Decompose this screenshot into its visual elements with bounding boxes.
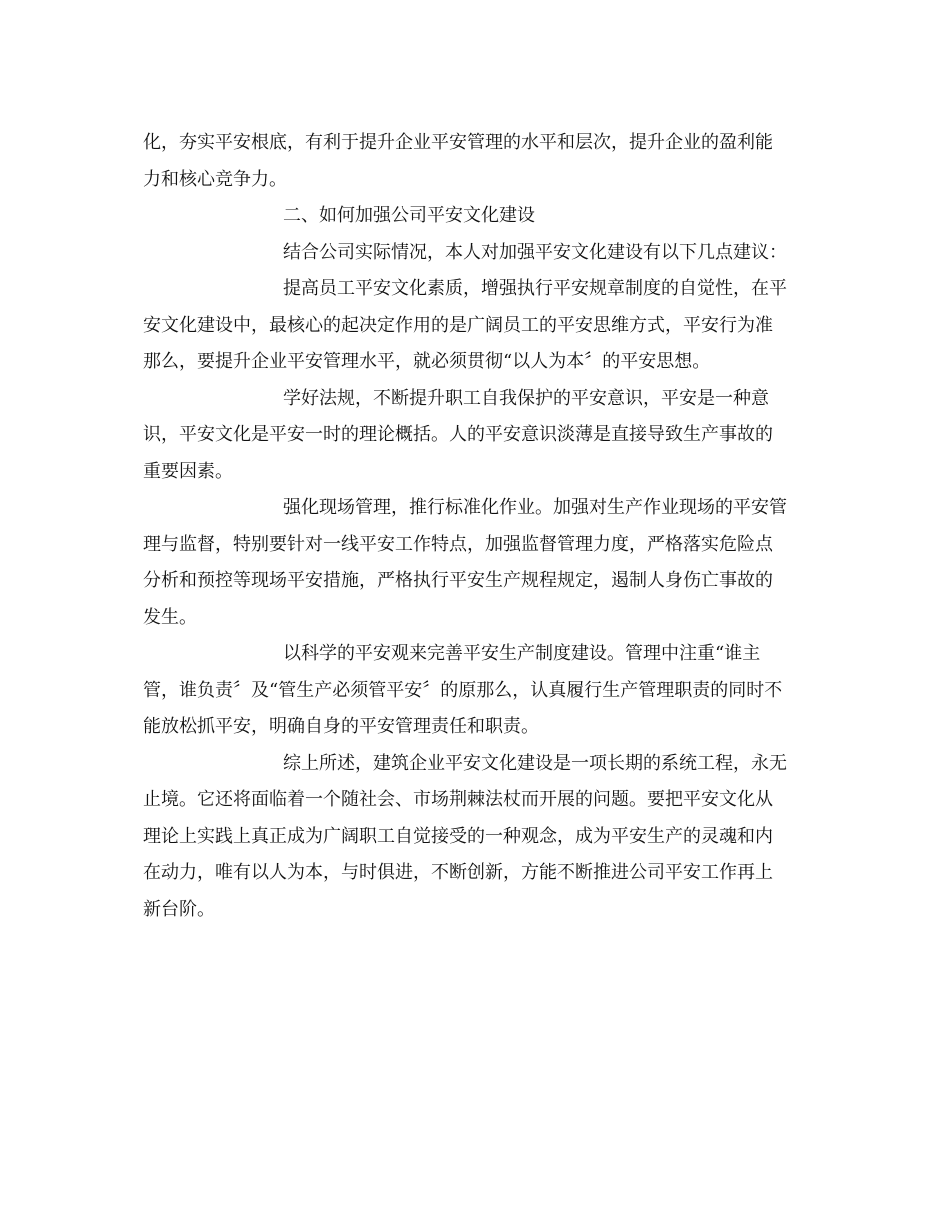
text-line: 强化现场管理，推行标准化作业。加强对生产作业现场的平安管 [283,497,787,518]
text-line: 以科学的平安观来完善平安生产制度建设。管理中注重“谁主 [283,643,761,664]
paragraph-site-management [143,490,807,636]
paragraph-intro [143,235,807,272]
text-line: 重要因素。 [143,460,233,482]
section-heading [143,198,807,235]
text-line: 综上所述，建筑企业平安文化建设是一项长期的系统工程，永无 [283,752,787,774]
text-line: 提高员工平安文化素质，增强执行平安规章制度的自觉性，在平 [283,278,787,299]
text-line: 理论上实践上真正成为广阔职工自觉接受的一种观念，成为平安生产的灵魂和内 [143,825,773,847]
text-line: 识，平安文化是平安一时的理论概括。人的平安意识淡薄是直接导致生产事故的 [143,424,773,445]
text-line: 学好法规，不断提升职工自我保护的平安意识，平安是一种意 [283,387,769,409]
paragraph-employee-quality [143,271,807,381]
text-line: 安文化建设中，最核心的起决定作用的是广阔员工的平安思维方式，平安行为准 [143,314,773,336]
text-line: 结合公司实际情况，本人对加强平安文化建设有以下几点建议： [283,241,787,263]
heading-line: 二、如何加强公司平安文化建设 [283,205,535,226]
text-line: 化，夯实平安根底，有利于提升企业平安管理的水平和层次，提升企业的盈利能 [143,132,773,153]
text-line: 发生。 [143,606,197,628]
text-line: 那么，要提升企业平安管理水平，就必须贯彻“以人为本〞的平安思想。 [143,351,711,372]
text-line: 理与监督，特别要针对一线平安工作特点，加强监督管理力度，严格落实危险点 [143,533,773,555]
text-line: 能放松抓平安，明确自身的平安管理责任和职责。 [143,716,539,737]
text-line: 分析和预控等现场平安措施，严格执行平安生产规程规定，遏制人身伤亡事故的 [143,570,773,591]
text-line: 在动力，唯有以人为本，与时俱进，不断创新，方能不断推进公司平安工作再上 [143,862,773,883]
text-line: 力和核心竞争力。 [143,168,287,190]
text-line: 管，谁负责〞及“管生产必须管平安〞的原那么，认真履行生产管理职责的同时不 [143,679,783,701]
paragraph-system-building [143,636,807,746]
document-body [143,125,807,928]
text-line: 新台阶。 [143,898,215,920]
paragraph-continuation [143,125,807,198]
paragraph-regulations [143,381,807,491]
text-line: 止境。它还将面临着一个随社会、市场荆棘法杖而开展的问题。要把平安文化从 [143,789,773,810]
paragraph-conclusion [143,746,807,929]
